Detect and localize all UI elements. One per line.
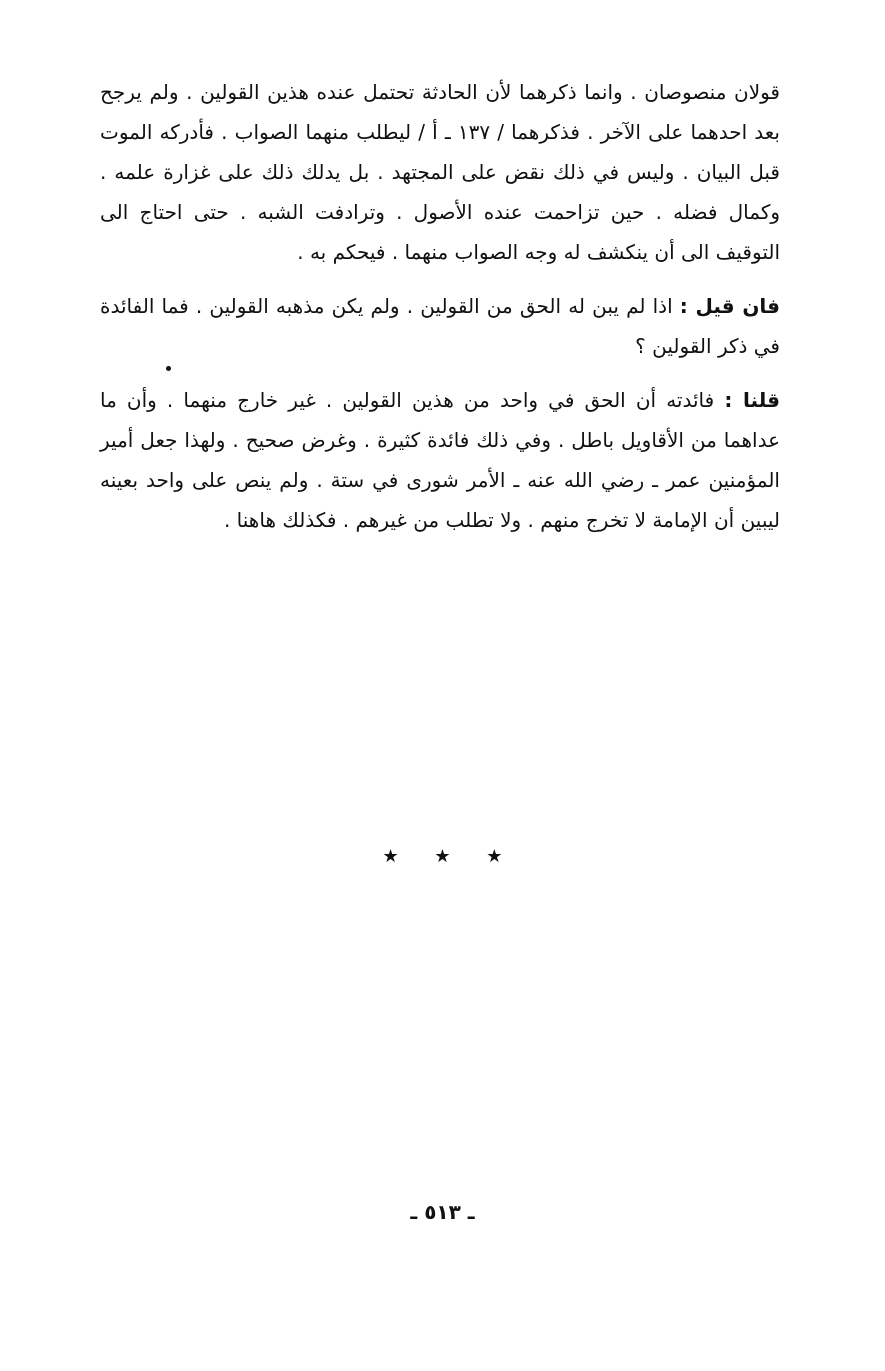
star-icon: ★ xyxy=(382,846,399,867)
star-icon: ★ xyxy=(486,846,503,867)
paragraph-3-lead: قلنا : xyxy=(724,388,780,412)
paragraph-2 xyxy=(100,286,780,366)
dot-mark xyxy=(166,366,171,371)
page-number: ـ ٥١٣ ـ xyxy=(410,1200,475,1224)
paragraph-1: قولان منصوصان . وانما ذكرهما لأن الحادثة تحتمل عنده هذين القولين . ولم يرجح بعد احدهما على الآخر . فذكرهما / ١٣٧ ـ أ / ليطلب منهما الصواب . فأدركه الموت قبل البيان . وليس في ذلك نقض على المجتهد . بل يدلك ذلك على غزارة علمه . وكمال فضله . حين تزاحمت عنده الأصول . وترادفت الشبه . حتى احتاج الى التوقيف الى أن ينكشف له وجه الصواب منهما . فيحكم به . xyxy=(100,80,780,264)
paragraph-2-lead: فان قيل : xyxy=(679,294,780,318)
star-icon: ★ xyxy=(434,846,451,867)
paragraph-2-text: اذا لم يبن له الحق من القولين . ولم يكن مذهبه القولين . فما الفائدة في ذكر القولين ؟ xyxy=(100,294,780,358)
paragraph-3-text: فائدته أن الحق في واحد من هذين القولين . غير خارج منهما . وأن ما عداهما من الأقاويل باطل . وفي ذلك فائدة كثيرة . وغرض صحيح . ولهذا جعل أمير المؤمنين عمر ـ رضي الله عنه ـ الأمر شورى في ستة . ولم ينص على واحد بعينه ليبين أن الإمامة لا تخرج منهم . ولا تطلب من غيرهم . فكذلك هاهنا . xyxy=(100,388,780,532)
paragraph-3 xyxy=(100,380,780,540)
body-text xyxy=(100,72,780,540)
section-separator xyxy=(0,846,885,867)
